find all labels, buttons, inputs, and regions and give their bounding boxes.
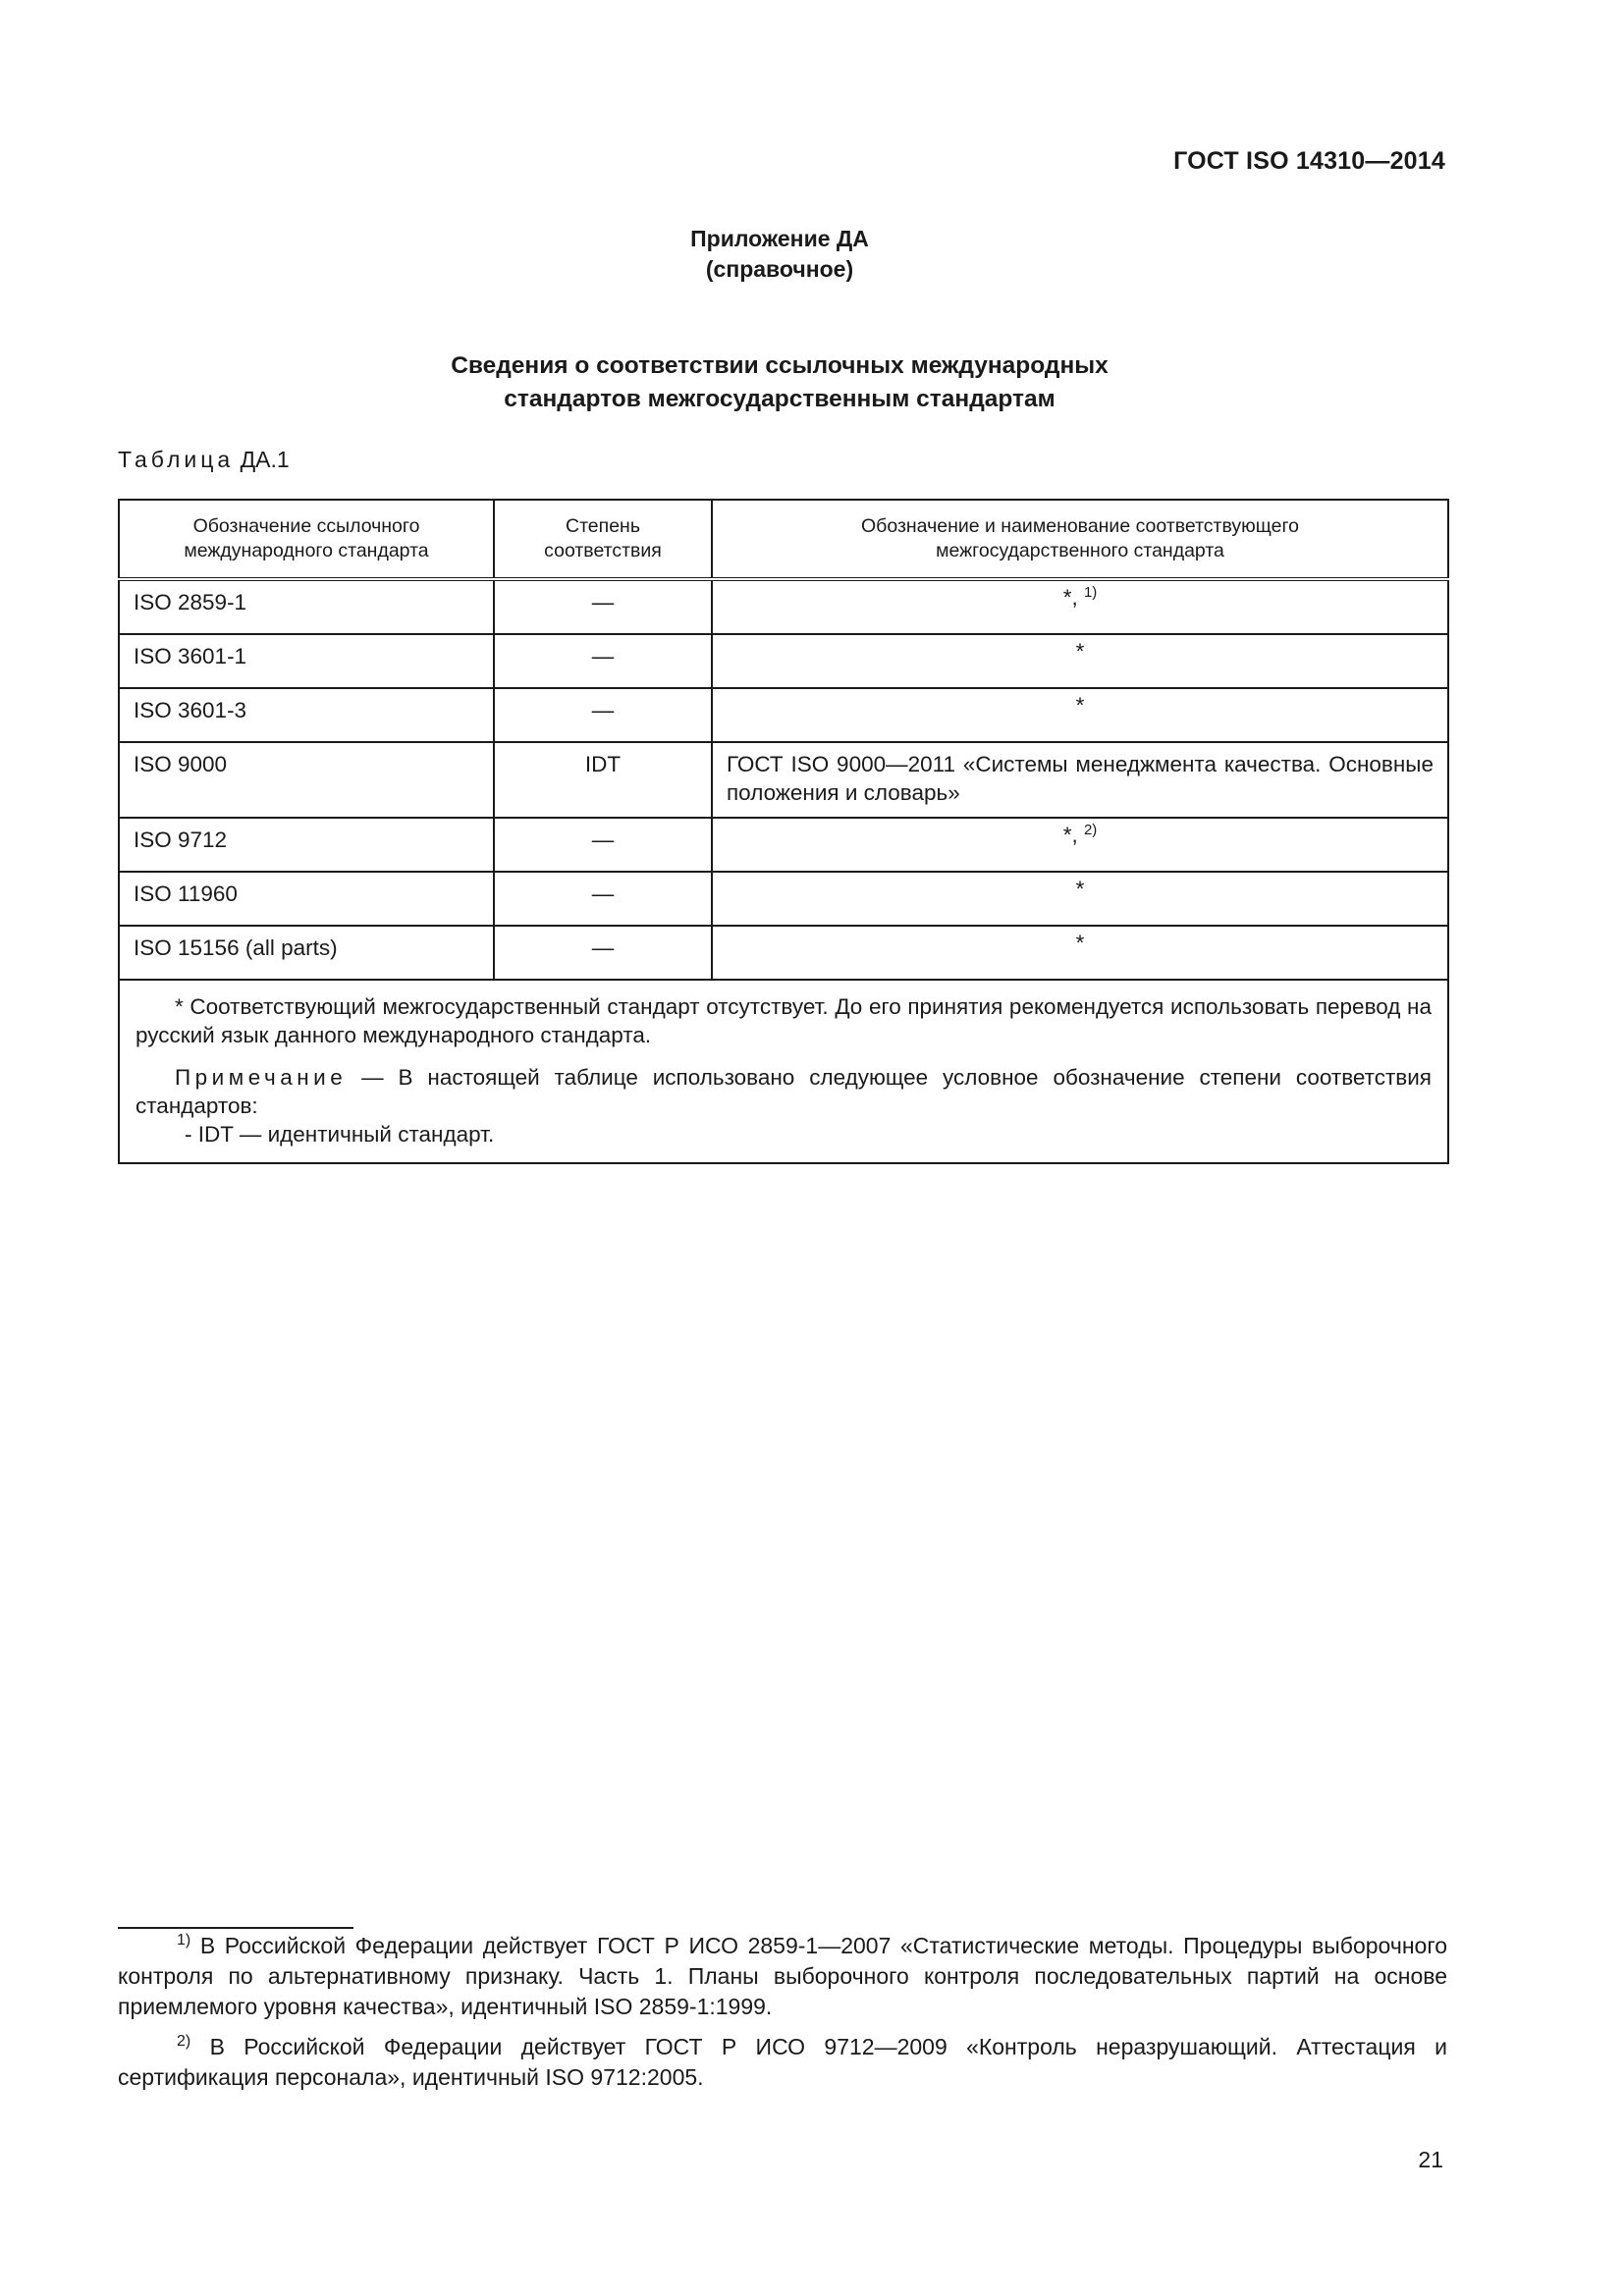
cell-degree: — [494, 579, 712, 634]
annex-title: Приложение ДА [690, 226, 869, 251]
cell-degree: IDT [494, 742, 712, 818]
document-code: ГОСТ ISO 14310—2014 [1173, 147, 1445, 175]
section-title [0, 349, 1559, 416]
section-title-line-2: стандартов межгосударственным стандартам [504, 386, 1056, 412]
table-row [119, 688, 1448, 742]
cell-national: ГОСТ ISO 9000—2011 «Системы менеджмента качества. Основные положения и словарь» [712, 742, 1448, 818]
cell-degree: — [494, 926, 712, 980]
cell-degree: — [494, 688, 712, 742]
note-label: Примечание [175, 1065, 348, 1090]
table-row [119, 579, 1448, 634]
footnote-separator [118, 1927, 353, 1929]
annex-heading [0, 224, 1559, 285]
footnote-1 [118, 1931, 1447, 2022]
table-footer-row [119, 980, 1448, 1163]
table-caption-number: ДА.1 [240, 447, 290, 472]
cell-reference: ISO 3601-1 [119, 634, 494, 688]
table-footer-notes [119, 980, 1448, 1163]
footnote-2 [118, 2032, 1447, 2093]
table-row [119, 872, 1448, 926]
table-note [135, 1063, 1432, 1120]
note-list-item: - IDT — идентичный стандарт. [185, 1122, 495, 1147]
footnote-ref: 1) [1083, 584, 1098, 601]
table-row [119, 926, 1448, 980]
cell-degree: — [494, 818, 712, 872]
footnote-text: В Российской Федерации действует ГОСТ Р ИСО 2859-1—2007 «Статистические методы. Процедуры выборочного контроля по альтернативному признаку. Часть 1. Планы выборочного контроля последовательных партий на основе приемлемого уровня качества», идентичный ISO 2859-1:1999. [118, 1933, 1447, 2019]
cell-reference: ISO 3601-3 [119, 688, 494, 742]
section-title-line-1: Сведения о соответствии ссылочных международных [451, 352, 1109, 379]
footnote-text: В Российской Федерации действует ГОСТ Р ИСО 9712—2009 «Контроль неразрушающий. Аттестация и сертификация персонала», идентичный ISO 9712:2005. [118, 2034, 1448, 2090]
note-text: — В настоящей таблице использовано следующее условное обозначение степени соответствия стандартов: [135, 1065, 1432, 1118]
cell-reference: ISO 11960 [119, 872, 494, 926]
header-national-standard: Обозначение и наименование соответствующего межгосударственного стандарта [712, 500, 1448, 579]
table-header-row [119, 500, 1448, 579]
footnote-mark: 2) [177, 2033, 191, 2050]
cell-national: * [712, 688, 1448, 742]
annex-subtitle: (справочное) [705, 256, 854, 282]
cell-reference: ISO 9000 [119, 742, 494, 818]
table-caption-prefix: Таблица [118, 447, 235, 472]
cell-reference: ISO 2859-1 [119, 579, 494, 634]
cell-reference: ISO 15156 (all parts) [119, 926, 494, 980]
footnotes [118, 1931, 1447, 2103]
footnote-mark: 1) [177, 1932, 191, 1949]
cell-national: * [712, 634, 1448, 688]
cell-degree: — [494, 634, 712, 688]
table-caption [118, 447, 290, 473]
cell-reference: ISO 9712 [119, 818, 494, 872]
table-row [119, 742, 1448, 818]
correspondence-table [118, 499, 1449, 1164]
footnote-ref: 2) [1083, 822, 1098, 838]
page-number: 21 [1418, 2147, 1443, 2172]
asterisk-note: * Соответствующий межгосударственный стандарт отсутствует. До его принятия рекомендуется использовать перевод на русский язык данного международного стандарта. [135, 994, 1432, 1047]
cell-national: * [712, 926, 1448, 980]
cell-degree: — [494, 872, 712, 926]
table-row [119, 818, 1448, 872]
header-degree: Степень соответствия [494, 500, 712, 579]
cell-national: *, $^{2)}$ [712, 818, 1448, 872]
cell-national: *, $^{1)}$ [712, 579, 1448, 634]
cell-national: * [712, 872, 1448, 926]
header-reference-standard: Обозначение ссылочного международного стандарта [119, 500, 494, 579]
table-row [119, 634, 1448, 688]
